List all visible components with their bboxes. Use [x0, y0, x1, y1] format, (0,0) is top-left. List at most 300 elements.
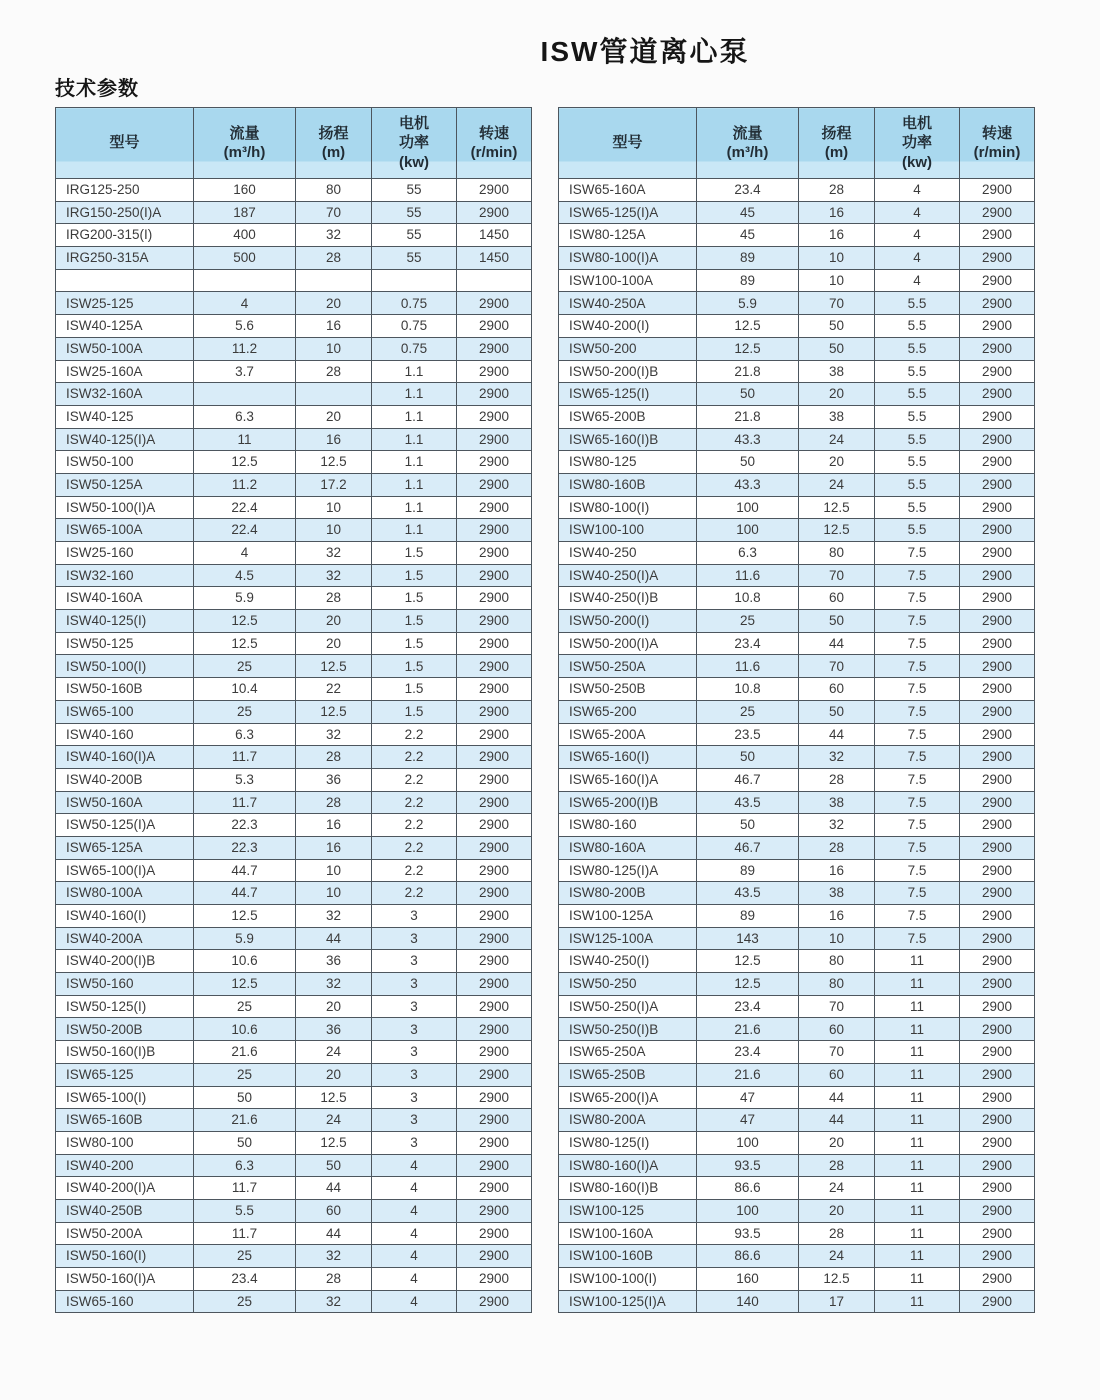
table-body-left: [56, 179, 532, 1313]
cell-value: 1.1: [372, 451, 457, 474]
cell-model: ISW65-125A: [56, 836, 194, 859]
cell-value: 25: [194, 1245, 296, 1268]
cell-value: 7.5: [875, 791, 960, 814]
table-row: [559, 1109, 1035, 1132]
cell-value: 21.6: [697, 1063, 799, 1086]
cell-model: ISW65-250A: [559, 1041, 697, 1064]
table-row: [56, 1063, 532, 1086]
table-row: [56, 678, 532, 701]
cell-value: 17: [799, 1290, 875, 1313]
cell-value: 5.5: [875, 315, 960, 338]
cell-value: 2900: [457, 836, 532, 859]
cell-value: 16: [799, 859, 875, 882]
cell-value: 12.5: [296, 451, 372, 474]
cell-value: 20: [799, 451, 875, 474]
cell-model: ISW40-250A: [559, 292, 697, 315]
cell-value: 1.5: [372, 587, 457, 610]
cell-value: 5.5: [875, 383, 960, 406]
col-header-model: [56, 108, 194, 179]
table-row: [559, 1222, 1035, 1245]
cell-value: 16: [296, 814, 372, 837]
cell-value: 1.1: [372, 519, 457, 542]
cell-value: 17.2: [296, 473, 372, 496]
cell-value: 2900: [457, 542, 532, 565]
cell-value: 7.5: [875, 882, 960, 905]
table-row: [56, 768, 532, 791]
col-header-power: [875, 108, 960, 179]
cell-value: 2.2: [372, 836, 457, 859]
col-header-speed: [960, 108, 1035, 179]
cell-value: 2900: [960, 451, 1035, 474]
cell-value: 1450: [457, 247, 532, 270]
cell-value: 1.1: [372, 405, 457, 428]
cell-model: ISW100-125: [559, 1199, 697, 1222]
table-row: [559, 473, 1035, 496]
cell-value: 20: [296, 995, 372, 1018]
table-row: [559, 360, 1035, 383]
cell-value: 4.5: [194, 564, 296, 587]
cell-model: [56, 269, 194, 292]
cell-value: 5.5: [875, 496, 960, 519]
cell-value: 187: [194, 201, 296, 224]
spec-table-right: [558, 107, 1035, 1313]
table-header-right: [559, 108, 1035, 179]
cell-value: 86.6: [697, 1245, 799, 1268]
cell-value: 7.5: [875, 768, 960, 791]
table-row: [56, 791, 532, 814]
cell-value: 28: [296, 746, 372, 769]
table-row: [56, 337, 532, 360]
col-header-head: [296, 108, 372, 179]
cell-value: 10: [296, 337, 372, 360]
cell-value: 3: [372, 1131, 457, 1154]
table-row: [56, 1018, 532, 1041]
cell-value: 2900: [960, 587, 1035, 610]
cell-model: ISW80-100(I)A: [559, 247, 697, 270]
cell-value: 20: [296, 632, 372, 655]
cell-value: 2900: [457, 1222, 532, 1245]
table-row: [559, 542, 1035, 565]
cell-model: ISW80-125(I)A: [559, 859, 697, 882]
table-row: [559, 1268, 1035, 1291]
cell-value: 160: [194, 179, 296, 202]
table-row: [56, 179, 532, 202]
cell-value: 11.7: [194, 1222, 296, 1245]
cell-model: ISW80-100(I): [559, 496, 697, 519]
cell-value: 70: [799, 564, 875, 587]
table-row: [56, 519, 532, 542]
cell-value: 22: [296, 678, 372, 701]
cell-model: ISW80-160B: [559, 473, 697, 496]
col-header-head: [799, 108, 875, 179]
cell-model: ISW80-160(I)A: [559, 1154, 697, 1177]
cell-value: 5.5: [875, 405, 960, 428]
cell-value: 4: [372, 1245, 457, 1268]
table-row: [56, 360, 532, 383]
cell-value: 1.1: [372, 428, 457, 451]
cell-value: [372, 269, 457, 292]
col-label: 型号: [109, 134, 140, 152]
cell-value: 22.3: [194, 836, 296, 859]
table-row: [559, 405, 1035, 428]
cell-value: 22.4: [194, 496, 296, 519]
cell-value: 93.5: [697, 1222, 799, 1245]
cell-model: ISW100-125(I)A: [559, 1290, 697, 1313]
cell-value: 24: [799, 1177, 875, 1200]
cell-value: 2900: [457, 973, 532, 996]
cell-value: 2900: [457, 1041, 532, 1064]
cell-value: 28: [296, 587, 372, 610]
cell-model: ISW100-125A: [559, 905, 697, 928]
table-row: [559, 678, 1035, 701]
cell-value: 2900: [960, 473, 1035, 496]
cell-value: 2900: [960, 179, 1035, 202]
cell-value: 1.5: [372, 700, 457, 723]
cell-value: 2900: [960, 1063, 1035, 1086]
table-row: [559, 995, 1035, 1018]
cell-value: 28: [799, 1154, 875, 1177]
cell-value: 12.5: [296, 655, 372, 678]
cell-value: 36: [296, 768, 372, 791]
col-label: 流量: [229, 124, 260, 142]
cell-value: 2900: [457, 451, 532, 474]
col-unit: (m³/h): [726, 144, 769, 161]
cell-value: 2900: [960, 1041, 1035, 1064]
cell-value: [194, 269, 296, 292]
table-row: [56, 995, 532, 1018]
cell-model: ISW80-160(I)B: [559, 1177, 697, 1200]
cell-model: ISW80-160: [559, 814, 697, 837]
table-row: [559, 1199, 1035, 1222]
cell-value: 38: [799, 405, 875, 428]
table-row: [56, 201, 532, 224]
cell-value: 7.5: [875, 859, 960, 882]
cell-model: IRG125-250: [56, 179, 194, 202]
cell-value: 7.5: [875, 655, 960, 678]
cell-value: 1.1: [372, 360, 457, 383]
cell-value: 2900: [457, 905, 532, 928]
cell-value: 43.5: [697, 791, 799, 814]
cell-value: 2900: [457, 1199, 532, 1222]
cell-value: 4: [372, 1290, 457, 1313]
cell-value: 11.7: [194, 1177, 296, 1200]
cell-value: 60: [296, 1199, 372, 1222]
cell-value: 2900: [960, 859, 1035, 882]
cell-value: 20: [296, 405, 372, 428]
cell-model: ISW40-200: [56, 1154, 194, 1177]
cell-model: ISW40-200A: [56, 927, 194, 950]
cell-value: 16: [296, 315, 372, 338]
cell-value: 2900: [960, 292, 1035, 315]
cell-value: 2900: [457, 383, 532, 406]
cell-value: 32: [799, 814, 875, 837]
cell-model: ISW40-250(I)B: [559, 587, 697, 610]
cell-value: 4: [194, 542, 296, 565]
table-row: [559, 700, 1035, 723]
cell-value: 11.2: [194, 473, 296, 496]
cell-value: 3: [372, 927, 457, 950]
cell-value: 2900: [457, 292, 532, 315]
cell-model: ISW50-250(I)B: [559, 1018, 697, 1041]
cell-value: 11: [194, 428, 296, 451]
cell-value: 2900: [457, 859, 532, 882]
cell-value: 2900: [960, 632, 1035, 655]
cell-value: 22.3: [194, 814, 296, 837]
cell-value: 32: [296, 905, 372, 928]
table-row: [56, 564, 532, 587]
cell-model: ISW40-160A: [56, 587, 194, 610]
cell-model: IRG250-315A: [56, 247, 194, 270]
cell-value: 86.6: [697, 1177, 799, 1200]
cell-value: 44: [799, 1109, 875, 1132]
cell-value: 24: [799, 1245, 875, 1268]
cell-model: ISW32-160A: [56, 383, 194, 406]
cell-value: 5.5: [875, 473, 960, 496]
cell-value: 28: [296, 1268, 372, 1291]
cell-value: 2900: [457, 678, 532, 701]
cell-value: 20: [799, 1131, 875, 1154]
cell-value: 2900: [960, 791, 1035, 814]
cell-model: ISW40-250: [559, 542, 697, 565]
table-row: [559, 269, 1035, 292]
cell-value: 2900: [457, 882, 532, 905]
cell-model: ISW65-160(I): [559, 746, 697, 769]
cell-value: 80: [799, 973, 875, 996]
cell-value: 2900: [457, 610, 532, 633]
cell-value: 44.7: [194, 882, 296, 905]
cell-value: 45: [697, 201, 799, 224]
cell-model: ISW50-160(I)A: [56, 1268, 194, 1291]
cell-model: ISW80-200B: [559, 882, 697, 905]
cell-value: 7.5: [875, 587, 960, 610]
cell-value: 2900: [960, 927, 1035, 950]
cell-model: ISW40-200(I): [559, 315, 697, 338]
cell-value: 89: [697, 905, 799, 928]
cell-value: 5.6: [194, 315, 296, 338]
cell-model: ISW65-160(I)B: [559, 428, 697, 451]
cell-value: 2900: [457, 201, 532, 224]
table-row: [56, 632, 532, 655]
table-row: [559, 859, 1035, 882]
cell-value: 2900: [960, 1245, 1035, 1268]
cell-value: 1.5: [372, 632, 457, 655]
table-row: [559, 1018, 1035, 1041]
cell-value: 1.1: [372, 473, 457, 496]
cell-value: 2.2: [372, 723, 457, 746]
table-row: [56, 224, 532, 247]
cell-value: 46.7: [697, 768, 799, 791]
cell-value: 11: [875, 995, 960, 1018]
cell-value: 5.9: [697, 292, 799, 315]
cell-value: 93.5: [697, 1154, 799, 1177]
table-row: [56, 587, 532, 610]
table-row: [559, 201, 1035, 224]
cell-value: 20: [799, 383, 875, 406]
cell-value: 2.2: [372, 791, 457, 814]
cell-value: 2.2: [372, 814, 457, 837]
cell-value: 28: [799, 179, 875, 202]
cell-value: 5.5: [875, 428, 960, 451]
cell-value: 2900: [457, 519, 532, 542]
cell-value: 2900: [960, 610, 1035, 633]
cell-value: 4: [875, 179, 960, 202]
section-heading: 技术参数: [55, 78, 139, 100]
cell-value: 55: [372, 247, 457, 270]
cell-value: 10: [799, 927, 875, 950]
table-row: [559, 768, 1035, 791]
cell-value: 5.5: [875, 360, 960, 383]
cell-value: 20: [799, 1199, 875, 1222]
cell-model: ISW65-100(I)A: [56, 859, 194, 882]
cell-model: ISW65-200B: [559, 405, 697, 428]
cell-model: ISW40-250(I): [559, 950, 697, 973]
cell-value: 12.5: [697, 337, 799, 360]
cell-value: 2900: [457, 337, 532, 360]
cell-value: 2900: [457, 496, 532, 519]
cell-value: 25: [194, 1063, 296, 1086]
cell-value: 2900: [457, 587, 532, 610]
cell-value: 50: [697, 814, 799, 837]
cell-value: 2900: [457, 700, 532, 723]
table-row: [559, 428, 1035, 451]
cell-value: 0.75: [372, 315, 457, 338]
cell-value: 4: [875, 247, 960, 270]
cell-value: 28: [296, 791, 372, 814]
cell-value: 2900: [960, 360, 1035, 383]
cell-value: 7.5: [875, 564, 960, 587]
cell-value: 2900: [960, 247, 1035, 270]
cell-value: 2900: [457, 360, 532, 383]
cell-value: 47: [697, 1109, 799, 1132]
table-row: [56, 1109, 532, 1132]
cell-value: 11.2: [194, 337, 296, 360]
cell-value: 38: [799, 360, 875, 383]
cell-value: 2900: [960, 1290, 1035, 1313]
cell-value: 25: [194, 655, 296, 678]
cell-value: 2900: [457, 927, 532, 950]
cell-value: 20: [296, 1063, 372, 1086]
cell-model: ISW65-160A: [559, 179, 697, 202]
cell-value: 11: [875, 1177, 960, 1200]
cell-model: ISW50-200A: [56, 1222, 194, 1245]
cell-value: 36: [296, 950, 372, 973]
cell-value: 2900: [960, 882, 1035, 905]
cell-value: 11: [875, 1199, 960, 1222]
cell-value: 5.5: [194, 1199, 296, 1222]
cell-value: 4: [875, 224, 960, 247]
cell-value: 4: [372, 1199, 457, 1222]
cell-value: 25: [697, 700, 799, 723]
cell-value: 10: [296, 519, 372, 542]
cell-value: 16: [799, 201, 875, 224]
cell-value: 2900: [457, 723, 532, 746]
cell-value: 1.5: [372, 542, 457, 565]
col-unit: (r/min): [470, 144, 518, 161]
cell-value: 7.5: [875, 542, 960, 565]
table-row: [559, 927, 1035, 950]
cell-value: 2900: [960, 1268, 1035, 1291]
cell-value: 50: [296, 1154, 372, 1177]
cell-value: 3: [372, 1018, 457, 1041]
cell-value: 23.4: [194, 1268, 296, 1291]
cell-value: 38: [799, 791, 875, 814]
cell-value: 1.1: [372, 496, 457, 519]
cell-model: ISW40-200(I)B: [56, 950, 194, 973]
cell-value: 1.5: [372, 655, 457, 678]
spec-tables: [55, 107, 1035, 1313]
cell-value: 5.9: [194, 927, 296, 950]
cell-value: 7.5: [875, 678, 960, 701]
cell-model: ISW40-160(I)A: [56, 746, 194, 769]
cell-value: 50: [799, 315, 875, 338]
table-row: [56, 950, 532, 973]
cell-value: 16: [296, 836, 372, 859]
cell-value: 20: [296, 292, 372, 315]
table-row: [56, 451, 532, 474]
cell-value: 1.5: [372, 610, 457, 633]
cell-model: ISW40-200B: [56, 768, 194, 791]
cell-value: 2900: [457, 1018, 532, 1041]
cell-value: 11: [875, 1041, 960, 1064]
table-row: [559, 496, 1035, 519]
cell-value: 28: [799, 836, 875, 859]
cell-value: 55: [372, 179, 457, 202]
col-header-model: [559, 108, 697, 179]
col-label: 功率: [901, 134, 932, 152]
cell-model: ISW50-125: [56, 632, 194, 655]
table-row: [559, 587, 1035, 610]
col-header-power: [372, 108, 457, 179]
cell-value: 6.3: [697, 542, 799, 565]
cell-value: 24: [799, 473, 875, 496]
cell-value: 80: [296, 179, 372, 202]
cell-value: 11: [875, 1245, 960, 1268]
col-label: 功率: [398, 134, 429, 152]
cell-value: 23.4: [697, 995, 799, 1018]
cell-value: 2900: [960, 201, 1035, 224]
cell-value: 10: [296, 859, 372, 882]
table-row: [559, 1154, 1035, 1177]
cell-model: ISW65-100(I): [56, 1086, 194, 1109]
col-unit: (kw): [399, 153, 429, 171]
cell-value: 4: [194, 292, 296, 315]
cell-value: 2900: [960, 1018, 1035, 1041]
cell-model: ISW65-125(I): [559, 383, 697, 406]
cell-value: 2900: [960, 973, 1035, 996]
cell-value: 2900: [960, 542, 1035, 565]
cell-value: 24: [296, 1109, 372, 1132]
table-row: [559, 1131, 1035, 1154]
cell-value: 100: [697, 1131, 799, 1154]
table-row: [56, 1245, 532, 1268]
cell-model: ISW65-200(I)A: [559, 1086, 697, 1109]
cell-value: 7.5: [875, 746, 960, 769]
cell-value: 2900: [457, 1154, 532, 1177]
cell-value: 140: [697, 1290, 799, 1313]
cell-value: 2900: [960, 383, 1035, 406]
col-unit: (m): [824, 144, 849, 161]
cell-value: 43.3: [697, 473, 799, 496]
cell-value: 5.5: [875, 451, 960, 474]
cell-model: ISW50-100(I)A: [56, 496, 194, 519]
cell-model: ISW80-160A: [559, 836, 697, 859]
table-row: [559, 564, 1035, 587]
cell-model: ISW80-100A: [56, 882, 194, 905]
cell-value: 2900: [960, 814, 1035, 837]
cell-value: 0.75: [372, 337, 457, 360]
cell-value: 24: [799, 428, 875, 451]
cell-value: 400: [194, 224, 296, 247]
